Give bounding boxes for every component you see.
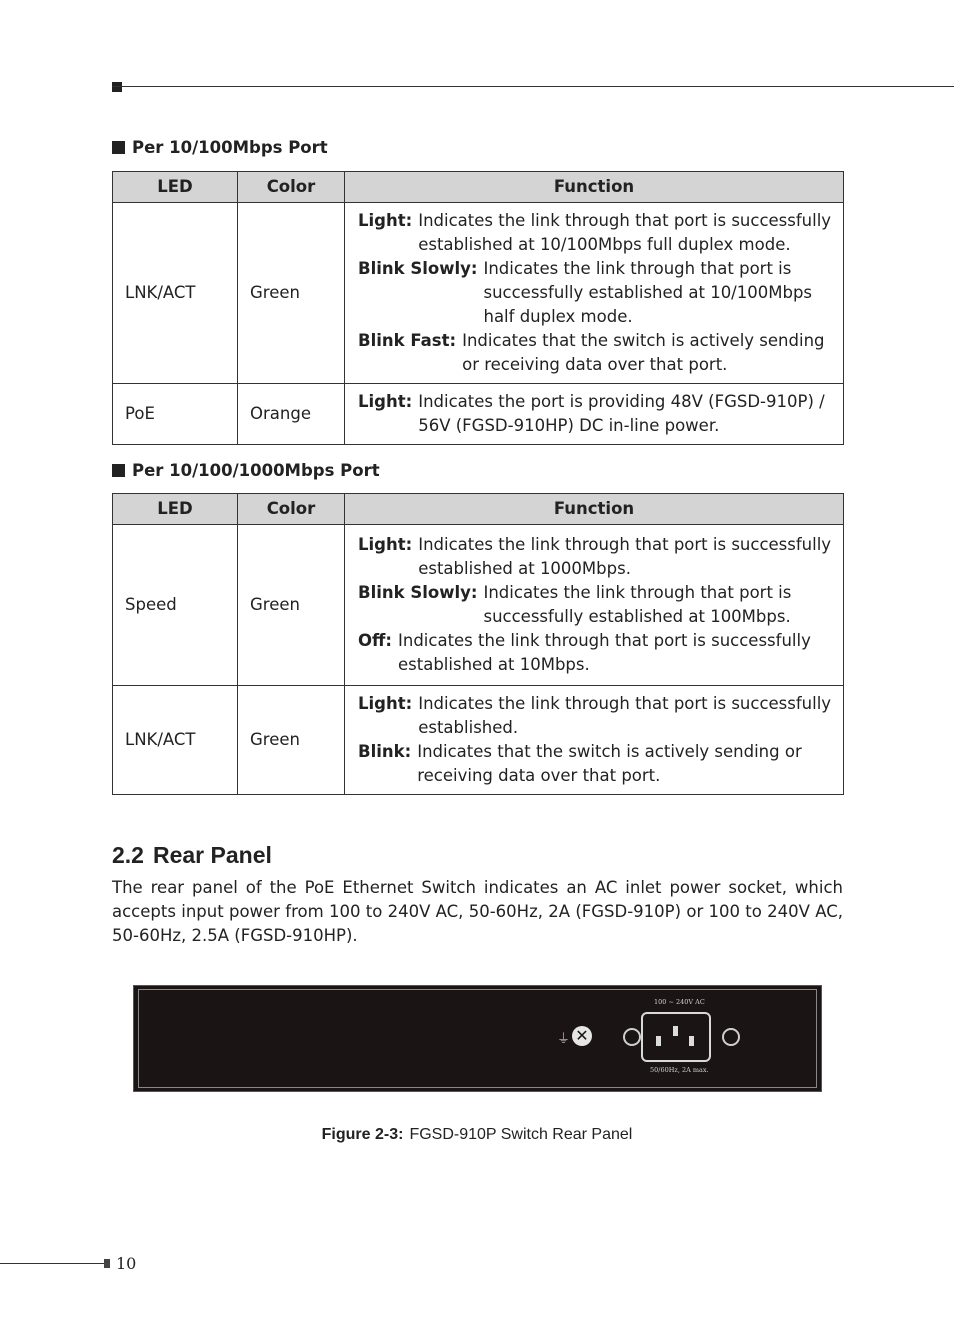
ground-icon: ⏚ — [557, 1032, 571, 1047]
led-cell: LNK/ACT — [113, 686, 238, 795]
figure-caption — [0, 1126, 954, 1144]
heading-text: Rear Panel — [152, 842, 272, 868]
function-entry — [358, 740, 835, 788]
function-desc: Indicates the link through that port is successfully established. — [418, 694, 832, 737]
header-function: Function — [345, 494, 844, 525]
function-desc: Indicates that the switch is actively sending or receiving data over that port. — [462, 331, 825, 374]
function-key: Light: — [358, 211, 413, 230]
function-desc: Indicates the link through that port is successfully established at 10Mbps. — [398, 631, 811, 674]
table-row — [113, 203, 844, 384]
function-key: Blink Slowly: — [358, 583, 478, 602]
header-rule — [112, 86, 954, 87]
function-entry — [358, 257, 835, 329]
color-cell: Green — [238, 203, 345, 384]
function-desc: Indicates the link through that port is successfully established at 10/100Mbps half duplex mode. — [483, 259, 813, 326]
function-cell — [345, 203, 844, 384]
led-table-10-100 — [112, 171, 844, 445]
ac-power-inlet-icon — [641, 1012, 711, 1062]
led-cell: LNK/ACT — [113, 203, 238, 384]
color-cell: Orange — [238, 384, 345, 445]
function-entry — [358, 533, 835, 581]
footer-marker — [104, 1259, 110, 1268]
header-led: LED — [113, 494, 238, 525]
footer-rule — [0, 1263, 108, 1264]
function-cell — [345, 686, 844, 795]
section-heading — [112, 842, 272, 869]
inlet-pin-icon — [673, 1026, 678, 1036]
inlet-pin-icon — [656, 1036, 661, 1046]
function-key: Light: — [358, 392, 413, 411]
inlet-pin-icon — [689, 1036, 694, 1046]
mounting-hole-right-icon — [722, 1028, 740, 1046]
bullet-square-icon — [112, 464, 125, 477]
function-desc: Indicates the link through that port is successfully established at 10/100Mbps full duplex mode. — [418, 211, 832, 254]
ground-screw-icon: ✕ — [572, 1026, 592, 1046]
caption-text: FGSD-910P Switch Rear Panel — [409, 1126, 633, 1143]
function-desc: Indicates the link through that port is successfully established at 100Mbps. — [483, 583, 792, 626]
section-title-10-100: Per 10/100Mbps Port — [112, 138, 328, 157]
function-entry — [358, 390, 835, 438]
function-entry — [358, 692, 835, 740]
function-desc: Indicates the link through that port is successfully established at 1000Mbps. — [418, 535, 832, 578]
bullet-square-icon — [112, 141, 125, 154]
table-row — [113, 686, 844, 795]
header-color: Color — [238, 172, 345, 203]
header-led: LED — [113, 172, 238, 203]
caption-label: Figure 2-3: — [321, 1126, 404, 1143]
function-entry — [358, 581, 835, 629]
led-cell: PoE — [113, 384, 238, 445]
function-cell — [345, 384, 844, 445]
color-cell: Green — [238, 686, 345, 795]
table-header-row — [113, 172, 844, 203]
function-key: Blink Fast: — [358, 331, 457, 350]
page-number: 10 — [116, 1254, 137, 1273]
body-paragraph: The rear panel of the PoE Ethernet Switch indicates an AC inlet power socket, which accepts input power from 100 to 240V AC, 50-60Hz, 2A (FGSD-910P) or 100 to 240V AC, 50-60Hz, 2.5A (FGSD-910HP). — [112, 878, 843, 945]
rear-panel-figure — [133, 985, 822, 1092]
color-cell: Green — [238, 525, 345, 686]
function-entry — [358, 329, 835, 377]
header-marker — [112, 82, 122, 92]
frequency-label: 50/60Hz, 2A max. — [650, 1066, 709, 1074]
function-key: Off: — [358, 631, 392, 650]
section-title-10-100-1000: Per 10/100/1000Mbps Port — [112, 461, 380, 480]
led-table-10-100-1000 — [112, 493, 844, 795]
function-key: Blink: — [358, 742, 412, 761]
panel-frame — [138, 989, 817, 1088]
voltage-label: 100 ~ 240V AC — [654, 998, 705, 1006]
table-header-row — [113, 494, 844, 525]
function-desc: Indicates that the switch is actively sending or receiving data over that port. — [417, 742, 802, 785]
led-cell: Speed — [113, 525, 238, 686]
heading-number: 2.2 — [112, 842, 144, 868]
function-entry — [358, 629, 835, 677]
mounting-hole-left-icon — [623, 1028, 641, 1046]
table-row — [113, 525, 844, 686]
header-color: Color — [238, 494, 345, 525]
function-entry — [358, 209, 835, 257]
header-function: Function — [345, 172, 844, 203]
function-desc: Indicates the port is providing 48V (FGSD-910P) / 56V (FGSD-910HP) DC in-line power. — [418, 392, 825, 435]
function-key: Light: — [358, 535, 413, 554]
table-row — [113, 384, 844, 445]
function-key: Blink Slowly: — [358, 259, 478, 278]
function-cell — [345, 525, 844, 686]
function-key: Light: — [358, 694, 413, 713]
